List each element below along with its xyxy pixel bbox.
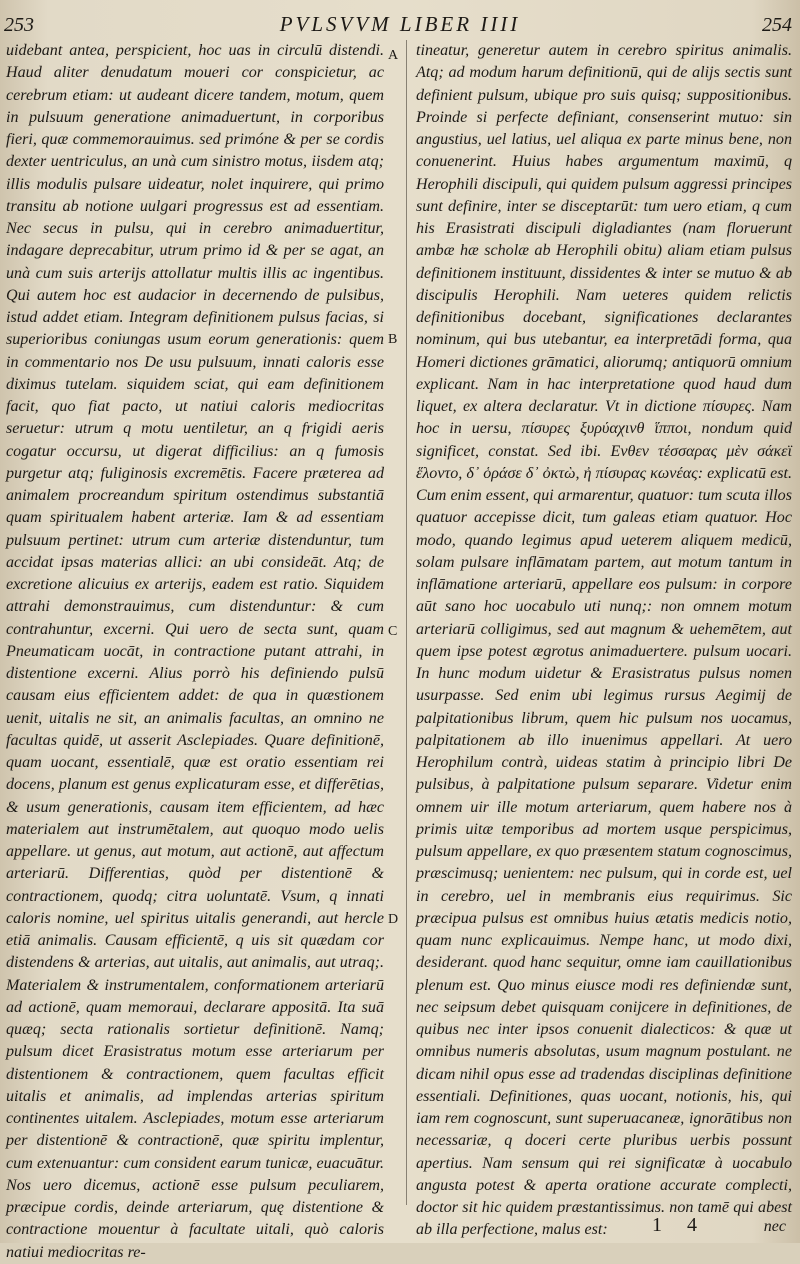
right-column-text: tineatur, generetur autem in cerebro spiritus animalis. Atq; ad modum harum definitionū, qui de alijs sectis sunt definient pulsum, ubique pro suis quisq; suppositionibus. Proinde si perfecte definiant, consenserint mutuo: sin angustius, uel latius, uel aliqua ex parte minus bene, non conuenerint. Huius habes argumentum maximū, q Herophili discipuli, qui quidem pulsum aggressi principes sunt definire, inter se disceptarūt: tum uero etiam, q cum his Erasistrati discipuli digladiantes (nam floruerunt ambæ hæ scholæ ab Herophili obitu) aliam etiam pulsus definitionem instituunt, dissidentes & inter se mutuo & ab discipulis Herophili. Nam ueteres quidem relictis definitionibus docebant, significationes declarantes nominum, qui bus utebantur, ea interpretādi forma, qua Homeri dictiones grāmatici, aliorumq; antiquorū omnium explicant. Nam in hac interpretatione quod haud dum liquet, ex altera declaratur. Vt in dictione πίσυρες. Nam hoc in uersu, πίσυρες ξυρύαχινθ ἵπποι, nondum quid significet, constat. Sed ibi. Ενθεν τέσσαρας μὲν σάκεϊ ἕλοντο, δ᾽ ὁράσε δ᾽ ὀκτὼ, ἠ πίσυρας κωνέας: explicatū est. Cum enim essent, qui armarentur, quatuor: tum scuta illos quatuor accepisse dicit, tum galeas etiam quatuor. Hoc modo, quando legimus apud ueterem aliquem medicū, solam pulsare inflāmatam partem, aut motum tantum in inflāmatione arteriarū, appellare eos pulsum: in corpore aūt sano hoc uocabulo uti nunq;: non omnem motum arteriarū colligimus, sed aut magnum & uehemētem, aut quem ipse potest ægrotus animaduertere. pulsum uocari. In hunc modum uidetur & Erasistratus pulsus nomen usurpasse. Sed enim ubi legimus rursus Aegimij de palpitationibus librum, quem hic pulsum nos uocamus, palpitationem ab illo inuenimus appellari. At uero Herophilum contrà, uideas statim à principio libri De pulsibus, à palpitatione pulsum separare. Videtur enim omnem uir ille motum arteriarum, quem habere nos à primis uitæ temporibus ad mortem usque perspicimus, pulsum appellare, ex quo præsentem statum cognoscimus, præscimusq; uenientem: nec pulsum, qui in corde est, uel in cerebro, uel in membranis eius requirimus. Sic præcipua pulsus est omnibus huius ætatis medicis notio, quam nunc explicauimus. Nempe hanc, ut modo dixi, desiderant. quod hanc sequitur, omne iam cauillationibus plenum est. Quo minus eiusce modi res definiendæ sunt, nec seipsum debet quisquam conijcere in definitiones, de quibus nec inter ipsos conuenit dialecticos: & quæ ut omnibus numeris absolutas, usum magnum postulant. ne dicam nihil opus esse ad tradendas disciplinas definitione essentiali. Definitiones, quas uocant, notionis, his, qui iam rem cognoscunt, sunt superuacaneæ, ignorātibus non necessariæ, q doceri certe pluribus uerbis possunt apertius. Nam sensum qui rei significatæ à uocabulo angusta potest & aperta oratione accurate complecti, doctor sit hic quidem præstantissimus. non tamē qui abest ab illa perfectione, malus est: <box>416 42 792 1239</box>
margin-letter-c: C <box>388 624 398 639</box>
catchword: nec <box>763 1218 786 1235</box>
left-column <box>6 40 384 1261</box>
running-header <box>0 6 800 40</box>
page-number-left: 253 <box>4 14 34 36</box>
margin-letter-b: B <box>388 332 398 347</box>
column-rule <box>406 40 407 1205</box>
margin-letter-a: A <box>388 48 399 63</box>
left-column-text: uidebant antea, perspicient, hoc uas in circulū distendi. Haud aliter denudatum moueri cor conspicietur, ac cerebrum etiam: ut audeant dicere tandem, motum, quem in pulsuum generatione animaduertunt, in corporibus fieri, quæ commemorauimus. sed primóne & per se cordis dexter uentriculus, an unà cum sinistro motus, iisdem atq; illis modulis pulsare uideatur, nolet inquirere, qui primo transitu ab notione uulgari progressus est ad essentiam. Nec secus in pulsu, qui in cerebro animaduertitur, indagare deprecabitur, utrum primo id & per se agat, an unà cum suis arterijs attollatur multis illis ac ingentibus. Qui autem hoc est audacior in decernendo de pulsibus, istud addet etiam. Integram definitionem pulsus facias, si superioribus coniungas usum eorum generationis: quem in commentario nos De usu pulsuum, innati caloris esse diximus tutelam. siquidem sciat, qui eam definitionem facit, quo fiat pacto, ut natiui caloris mediocritas seruetur: utrum q motu uentiletur, an q frigidi aeris cogatur occursu, ut digerat difficilius: an q fumosis purgetur atq; fuliginosis excremētis. Facere præterea ad animalem procreandum spiritum ostendimus substantiā quam spiritualem habent arteriæ. Iam & ad essentiam pulsuum pertinet: utrum cum arteriæ distenduntur, tum accidat ipsas materias allici: an ubi consideāt. Atq; de excretione alicuius ex arterijs, eadem est ratio. Siquidem attrahi demonstrauimus, cum distenduntur: & cum contrahuntur, excerni. Qui uero de secta sunt, quam Pneumaticam uocāt, in contractione putant attrahi, in distentione excerni. Alius porrò his definiendo pulsū causam eius efficientem addet: de qua in quæstionem uenit, uitalis ne sit, an animalis facultas, an omnino ne facultas quidē, ut asserit Asclepiades. Quare definitionē, quam uocant, essentialē, quæ est oratio essentiam rei docens, planum est genus explicaturam esse, et differētias, & usum generationis, causam item efficientem, ad hæc materialem aut instrumētalem, aut quoquo modo uelis appellare. ut genus, aut motum, aut actionē, aut affectum arteriarū. Differentias, quòd per distentionē & contractionem, quodq; citra uoluntatē. Vsum, q innati caloris nomine, uel spiritus uitalis generandi, aut hercle etiā animalis. Causam efficientē, q uis sit quædam cor distendens & arterias, aut uitalis, aut animalis, aut utraq;. Materialem & instrumentalem, conformationem arteriarū ad actionē, quam memoraui, declarare appositā. Ita suā quæq; secta rationalis sortietur definitionē. Namq; pulsum dicet Erasistratus motum esse arteriarum per distentionem & contractionem, quem facultas efficit uitalis et animalis, ad implendas arterias spiritum continentes uitalem. Asclepiades, motum esse arteriarum per distentionē & contractionē, quæ spiritu implentur, cum extenuantur: cum consident earum tunicæ, euacuātur. Nos uero dicemus, actionē esse pulsum peculiarem, præcipue cordis, deinde arteriarum, quę distentione & contractione mouentur à facultate uitali, quò caloris natiui mediocritas re- <box>6 42 384 1261</box>
page-number-right: 254 <box>762 14 792 36</box>
margin-letter-d: D <box>388 912 399 927</box>
running-title: PVLSVVM LIBER IIII <box>279 12 521 36</box>
page-footer <box>0 1214 800 1240</box>
signature-mark: 1 4 <box>652 1214 707 1236</box>
